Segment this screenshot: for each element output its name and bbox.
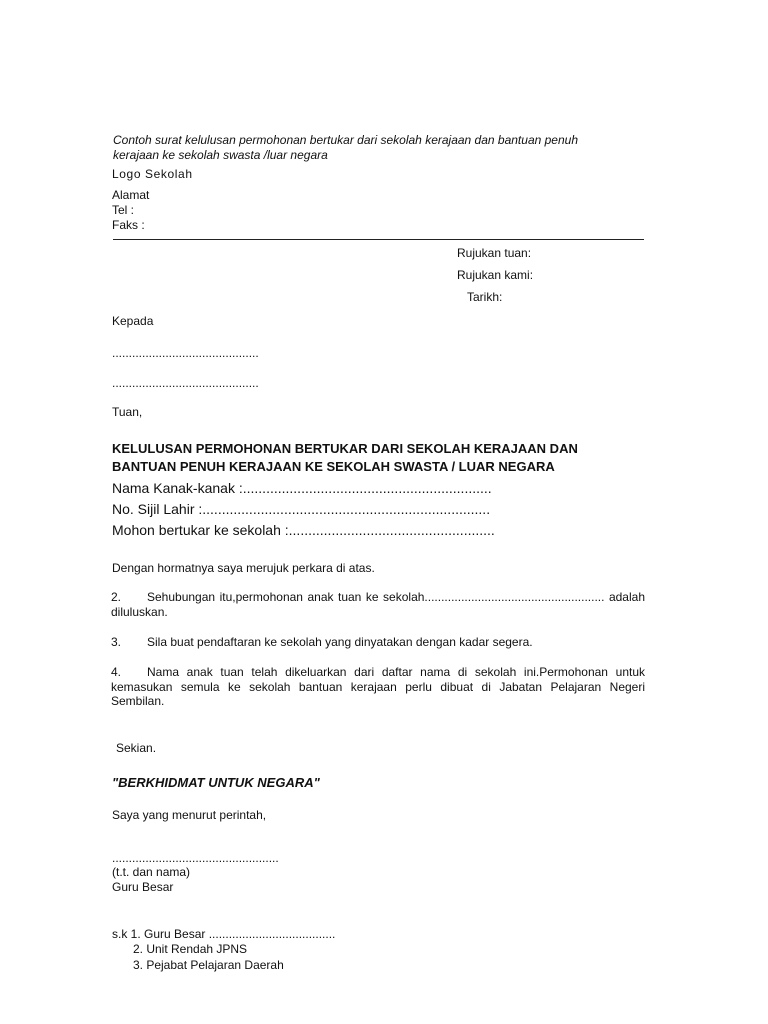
paragraph-2 (111, 590, 645, 619)
paragraph-4-number: 4. (111, 665, 122, 679)
salutation: Tuan, (112, 405, 143, 419)
your-reference-label: Rujukan tuan: (457, 246, 532, 260)
opening-sentence: Dengan hormatnya saya merujuk perkara di atas. (112, 561, 375, 575)
subject-line-1: KELULUSAN PERMOHONAN BERTUKAR DARI SEKOLAH KERAJAAN DAN (112, 441, 578, 456)
paragraph-2-text: Sehubungan itu,permohonan anak tuan ke sekolah...................................................... adalah diluluskan. (111, 590, 645, 619)
paragraph-4-text: Nama anak tuan telah dikeluarkan dari daftar nama di sekolah ini.Permohonan untuk kemasukan semula ke sekolah bantuan kerajaan perlu dibuat di Jabatan Pelajaran Negeri Sembilan. (111, 665, 645, 708)
logo-placeholder: Logo Sekolah (112, 167, 193, 181)
closing-sekian: Sekian. (116, 741, 157, 755)
intro-line-1: Contoh surat kelulusan permohonan bertukar dari sekolah kerajaan dan bantuan penuh (113, 133, 578, 147)
paragraph-4 (111, 665, 645, 709)
signatory-title: Guru Besar (112, 880, 174, 894)
paragraph-3-text: Sila buat pendaftaran ke sekolah yang dinyatakan dengan kadar segera. (147, 635, 533, 649)
address-label: Alamat (112, 188, 150, 202)
subject-line-2: BANTUAN PENUH KERAJAAN KE SEKOLAH SWASTA / LUAR NEGARA (112, 459, 555, 474)
closing-phrase: Saya yang menurut perintah, (112, 808, 267, 822)
to-label: Kepada (112, 314, 154, 328)
fax-label: Faks : (112, 218, 145, 232)
tel-label: Tel : (112, 203, 135, 217)
cc-line-3: 3. Pejabat Pelajaran Daerah (133, 958, 284, 972)
paragraph-3 (111, 635, 645, 650)
intro-line-2: kerajaan ke sekolah swasta /luar negara (113, 148, 328, 162)
motto: "BERKHIDMAT UNTUK NEGARA" (112, 775, 320, 790)
paragraph-2-number: 2. (111, 590, 122, 604)
cc-line-2: 2. Unit Rendah JPNS (133, 942, 248, 956)
cc-line-1: s.k 1. Guru Besar ...................................... (112, 927, 336, 941)
paragraph-3-number: 3. (111, 635, 122, 649)
date-label: Tarikh: (467, 290, 503, 304)
recipient-line-2: ............................................ (112, 376, 259, 390)
our-reference-label: Rujukan kami: (457, 268, 534, 282)
child-name-field: Nama Kanak-kanak :................................................................ (112, 480, 492, 496)
birth-cert-field: No. Sijil Lahir :.......................................................................... (112, 501, 491, 517)
signature-caption: (t.t. dan nama) (112, 865, 191, 879)
signature-line: .................................................. (112, 851, 279, 865)
transfer-school-field: Mohon bertukar ke sekolah :..................................................... (112, 522, 495, 538)
recipient-line-1: ............................................ (112, 346, 259, 360)
header-divider (113, 239, 644, 240)
